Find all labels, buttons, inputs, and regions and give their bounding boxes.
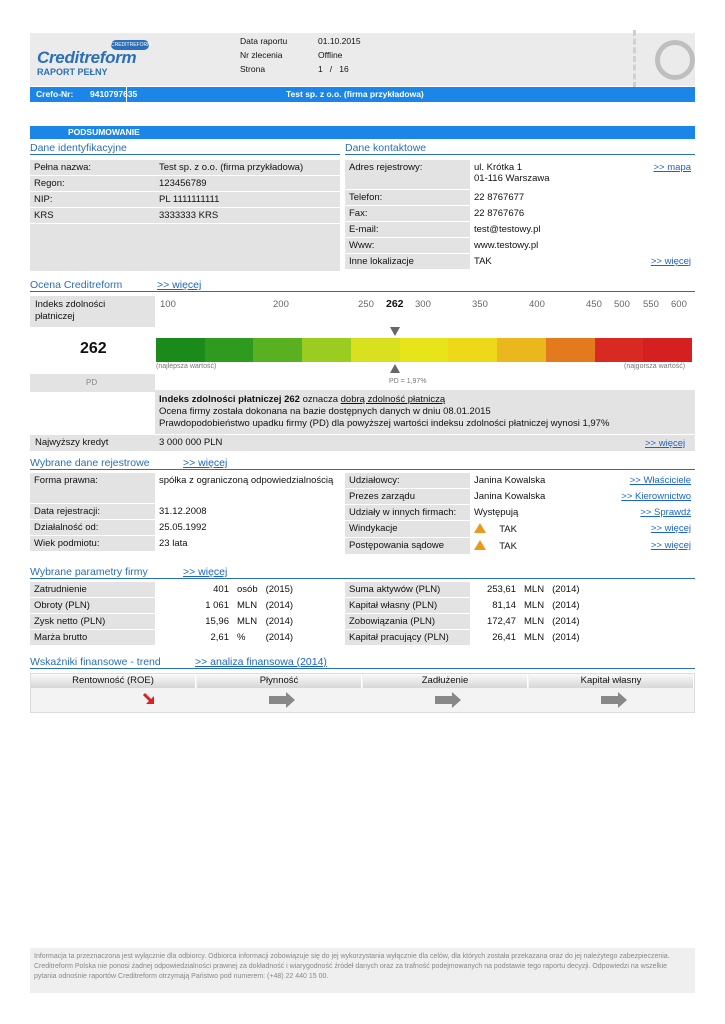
email-value: test@testowy.pl — [470, 221, 695, 237]
trend-title — [30, 656, 695, 669]
field-value: TAK — [499, 524, 517, 535]
gradient-segment — [595, 338, 644, 362]
scale-tick: 300 — [415, 299, 431, 310]
param-unit: MLN — [520, 582, 548, 598]
field-value: Janina Kowalska — [474, 475, 546, 486]
other-locations-link[interactable]: >> więcej — [650, 255, 691, 267]
param-label: Zatrudnienie — [30, 582, 155, 598]
desc-link: dobrą zdolność płatniczą — [340, 394, 446, 405]
scale-tick: 500 — [614, 299, 630, 310]
param-unit: MLN — [520, 630, 548, 646]
warning-icon — [474, 523, 486, 533]
court-link[interactable]: >> więcej — [650, 540, 691, 551]
param-year: (2014) — [548, 598, 695, 614]
trend-col-roe — [31, 674, 196, 712]
field-label: Udziały w innych firmach: — [345, 505, 470, 521]
param-year: (2014) — [548, 582, 695, 598]
field-label: KRS — [30, 208, 155, 224]
field-label: Postępowania sądowe — [345, 538, 470, 555]
registry-more-link[interactable]: >> więcej — [183, 457, 228, 469]
field-value: TAK — [499, 541, 517, 552]
gradient-segment — [205, 338, 254, 362]
trend-header: Kapitał własny — [529, 674, 694, 688]
worst-value-label: (najgorsza wartość) — [624, 363, 686, 370]
check-link[interactable]: >> Sprawdź — [640, 507, 691, 518]
arrow-down-right-icon — [142, 692, 156, 706]
scale-tick: 100 — [160, 299, 176, 310]
current-index-big: 262 — [80, 340, 107, 357]
field-value: Janina Kowalska — [474, 491, 546, 502]
param-label: Suma aktywów (PLN) — [345, 582, 470, 598]
param-unit: osób — [233, 582, 262, 598]
rating-more-link[interactable]: >> więcej — [157, 279, 202, 291]
field-label: Prezes zarządu — [345, 489, 470, 505]
trend-header: Rentowność (ROE) — [31, 674, 196, 688]
gradient-segment — [400, 338, 449, 362]
logo-text: Creditreform — [37, 48, 137, 67]
gradient-segment — [351, 338, 400, 362]
field-value: 31.12.2008 — [155, 503, 340, 519]
scale-tick: 200 — [273, 299, 289, 310]
report-meta — [240, 34, 361, 76]
collections-link[interactable]: >> więcej — [650, 523, 691, 534]
crefo-number: 9410797635 — [90, 89, 138, 99]
scale-tick: 600 — [671, 299, 687, 310]
scale-tick: 400 — [529, 299, 545, 310]
desc-mid: oznacza — [299, 394, 341, 405]
param-year: (2015) — [262, 582, 340, 598]
arrow-right-icon — [601, 696, 619, 704]
field-label: E-mail: — [345, 221, 470, 237]
trend-more-link[interactable]: >> analiza finansowa (2014) — [195, 656, 327, 668]
trend-col-debt — [363, 674, 528, 712]
rating-title — [30, 279, 695, 292]
meta-label: Strona — [240, 64, 266, 74]
param-num: 81,14 — [470, 598, 520, 614]
contact-table — [345, 160, 695, 270]
field-label: Windykacje — [345, 521, 470, 538]
param-num: 172,47 — [470, 614, 520, 630]
warning-icon — [474, 540, 486, 550]
summary-title: PODSUMOWANIE — [68, 127, 140, 137]
owners-link[interactable]: >> Właściciele — [629, 475, 691, 486]
field-label: NIP: — [30, 192, 155, 208]
logo-stamp: CREDITREFORM — [111, 42, 152, 48]
scale-tick: 450 — [586, 299, 602, 310]
params-more-link[interactable]: >> więcej — [183, 566, 228, 578]
field-value: Występują — [474, 507, 519, 518]
param-unit: MLN — [233, 598, 262, 614]
param-unit: MLN — [520, 598, 548, 614]
rating-desc-text — [159, 394, 689, 430]
company-name: Test sp. z o.o. (firma przykładowa) — [286, 89, 424, 99]
contact-title: Dane kontaktowe — [345, 142, 695, 155]
param-label: Marża brutto — [30, 630, 155, 646]
credit-label: Najwyższy kredyt — [35, 437, 109, 448]
params-title-text: Wybrane parametry firmy — [30, 566, 148, 578]
meta-label: Data raportu — [240, 36, 288, 46]
scale-tick: 350 — [472, 299, 488, 310]
registry-right-table — [345, 473, 695, 555]
params-left-table — [30, 582, 340, 646]
param-unit: % — [233, 630, 262, 646]
field-label: Pełna nazwa: — [30, 160, 155, 176]
pd-label: PD — [86, 378, 98, 387]
ring-decoration-icon — [655, 40, 695, 80]
identification-table — [30, 160, 340, 272]
rating-title-text: Ocena Creditreform — [30, 279, 123, 291]
field-value: Test sp. z o.o. (firma przykładowa) — [155, 160, 340, 176]
param-year: (2014) — [262, 614, 340, 630]
report-type: RAPORT PEŁNY — [37, 67, 108, 77]
best-value-label: (najlepsza wartość) — [156, 363, 217, 370]
scale-tick: 250 — [358, 299, 374, 310]
desc-line3: Prawdopodobieństwo upadku firmy (PD) dla powyższej wartości indeksu zdolności płatniczej wynosi 1,97% — [159, 418, 610, 429]
address-line1: ul. Krótka 1 — [474, 162, 523, 173]
param-label: Kapitał pracujący (PLN) — [345, 630, 470, 646]
param-year: (2014) — [262, 598, 340, 614]
trend-header: Zadłużenie — [363, 674, 528, 688]
credit-more-link[interactable]: >> więcej — [645, 438, 686, 449]
registry-left-table — [30, 473, 340, 552]
marker-up-icon — [390, 364, 400, 373]
field-label: Www: — [345, 237, 470, 253]
field-label: Wiek podmiotu: — [30, 535, 155, 551]
meta-value: Offline — [318, 50, 343, 60]
desc-bold: Indeks zdolności płatniczej 262 — [159, 394, 300, 405]
trend-col-liquidity — [197, 674, 362, 712]
pd-value: PD = 1,97% — [389, 378, 427, 385]
gradient-segment — [643, 338, 692, 362]
fax-value: 22 8767676 — [470, 205, 695, 221]
registry-title — [30, 457, 695, 470]
param-num: 26,41 — [470, 630, 520, 646]
trend-col-equity — [529, 674, 694, 712]
credit-row — [30, 435, 695, 451]
current-index-marker: 262 — [386, 298, 404, 310]
param-year: (2014) — [262, 630, 340, 646]
crefo-label: Crefo-Nr: — [36, 89, 74, 99]
trend-title-text: Wskaźniki finansowe - trend — [30, 656, 161, 668]
gradient-segment — [253, 338, 302, 362]
param-num: 15,96 — [155, 614, 233, 630]
field-label: Fax: — [345, 205, 470, 221]
summary-bar — [30, 126, 695, 139]
param-label: Zobowiązania (PLN) — [345, 614, 470, 630]
address-label: Adres rejestrowy: — [345, 160, 470, 189]
field-label: Inne lokalizacje — [345, 253, 470, 269]
params-title — [30, 566, 695, 579]
index-label: Indeks zdolności płatniczej — [35, 299, 106, 322]
param-num: 253,61 — [470, 582, 520, 598]
trend-header: Płynność — [197, 674, 362, 688]
field-label: Telefon: — [345, 189, 470, 205]
gear-decoration-icon — [633, 30, 649, 88]
arrow-right-icon — [435, 696, 453, 704]
field-label: Data rejestracji: — [30, 503, 155, 519]
field-value: 23 lata — [155, 535, 340, 551]
field-label: Działalność od: — [30, 519, 155, 535]
field-value: spółka z ograniczoną odpowiedzialnością — [155, 473, 340, 503]
field-value: 123456789 — [155, 176, 340, 192]
meta-value: 01.10.2015 — [318, 36, 361, 46]
param-num: 1 061 — [155, 598, 233, 614]
rating-gradient-bar — [156, 338, 692, 362]
field-label: Regon: — [30, 176, 155, 192]
arrow-right-icon — [269, 696, 287, 704]
desc-line2: Ocena firmy została dokonana na bazie dostępnych danych w dniu 08.01.2015 — [159, 406, 491, 417]
map-link[interactable]: >> mapa — [653, 162, 691, 173]
field-label: Forma prawna: — [30, 473, 155, 503]
params-right-table — [345, 582, 695, 646]
gradient-segment — [302, 338, 351, 362]
param-label: Kapitał własny (PLN) — [345, 598, 470, 614]
gradient-segment — [448, 338, 497, 362]
meta-value: 1 / 16 — [318, 64, 349, 74]
param-unit: MLN — [520, 614, 548, 630]
gradient-segment — [497, 338, 546, 362]
phone-value: 22 8767677 — [470, 189, 695, 205]
param-year: (2014) — [548, 614, 695, 630]
crefo-bar — [30, 87, 695, 102]
param-unit: MLN — [233, 614, 262, 630]
other-locations-value: TAK — [474, 255, 492, 267]
address-line2: 01-116 Warszawa — [474, 173, 550, 184]
field-value: 25.05.1992 — [155, 519, 340, 535]
param-label: Zysk netto (PLN) — [30, 614, 155, 630]
trend-panel — [30, 673, 695, 713]
param-year: (2014) — [548, 630, 695, 646]
management-link[interactable]: >> Kierownictwo — [621, 491, 691, 502]
param-num: 2,61 — [155, 630, 233, 646]
registry-title-text: Wybrane dane rejestrowe — [30, 457, 150, 469]
field-label: Udziałowcy: — [345, 473, 470, 489]
meta-label: Nr zlecenia — [240, 50, 283, 60]
gradient-segment — [156, 338, 205, 362]
param-label: Obroty (PLN) — [30, 598, 155, 614]
marker-down-icon — [390, 327, 400, 336]
field-value: PL 1111111111 — [155, 192, 340, 208]
credit-value: 3 000 000 PLN — [159, 437, 223, 448]
scale-tick: 550 — [643, 299, 659, 310]
param-num: 401 — [155, 582, 233, 598]
footer-disclaimer: Informacja ta przeznaczona jest wyłącznie dla odbiorcy. Odbiorca informacji zobowiązuje się do jej wykorzystania wyłącznie dla celów, dla których została przekazana oraz do jej należytego zabezpieczenia. Creditreform Polska nie ponosi żadnej odpowiedzialności prawnej za dokładność i wiarygodność źródeł danych oraz za trafność podejmowanych na podstawie tego raportu decyzji. Odpowiedzi na wszelkie pytania odnośnie raportów Creditreform otrzymają Państwo pod numerem: (+48) 22 440 15 00. — [30, 948, 695, 993]
www-value: www.testowy.pl — [470, 237, 695, 253]
gradient-segment — [546, 338, 595, 362]
field-value: 3333333 KRS — [155, 208, 340, 224]
identification-title: Dane identyfikacyjne — [30, 142, 340, 155]
